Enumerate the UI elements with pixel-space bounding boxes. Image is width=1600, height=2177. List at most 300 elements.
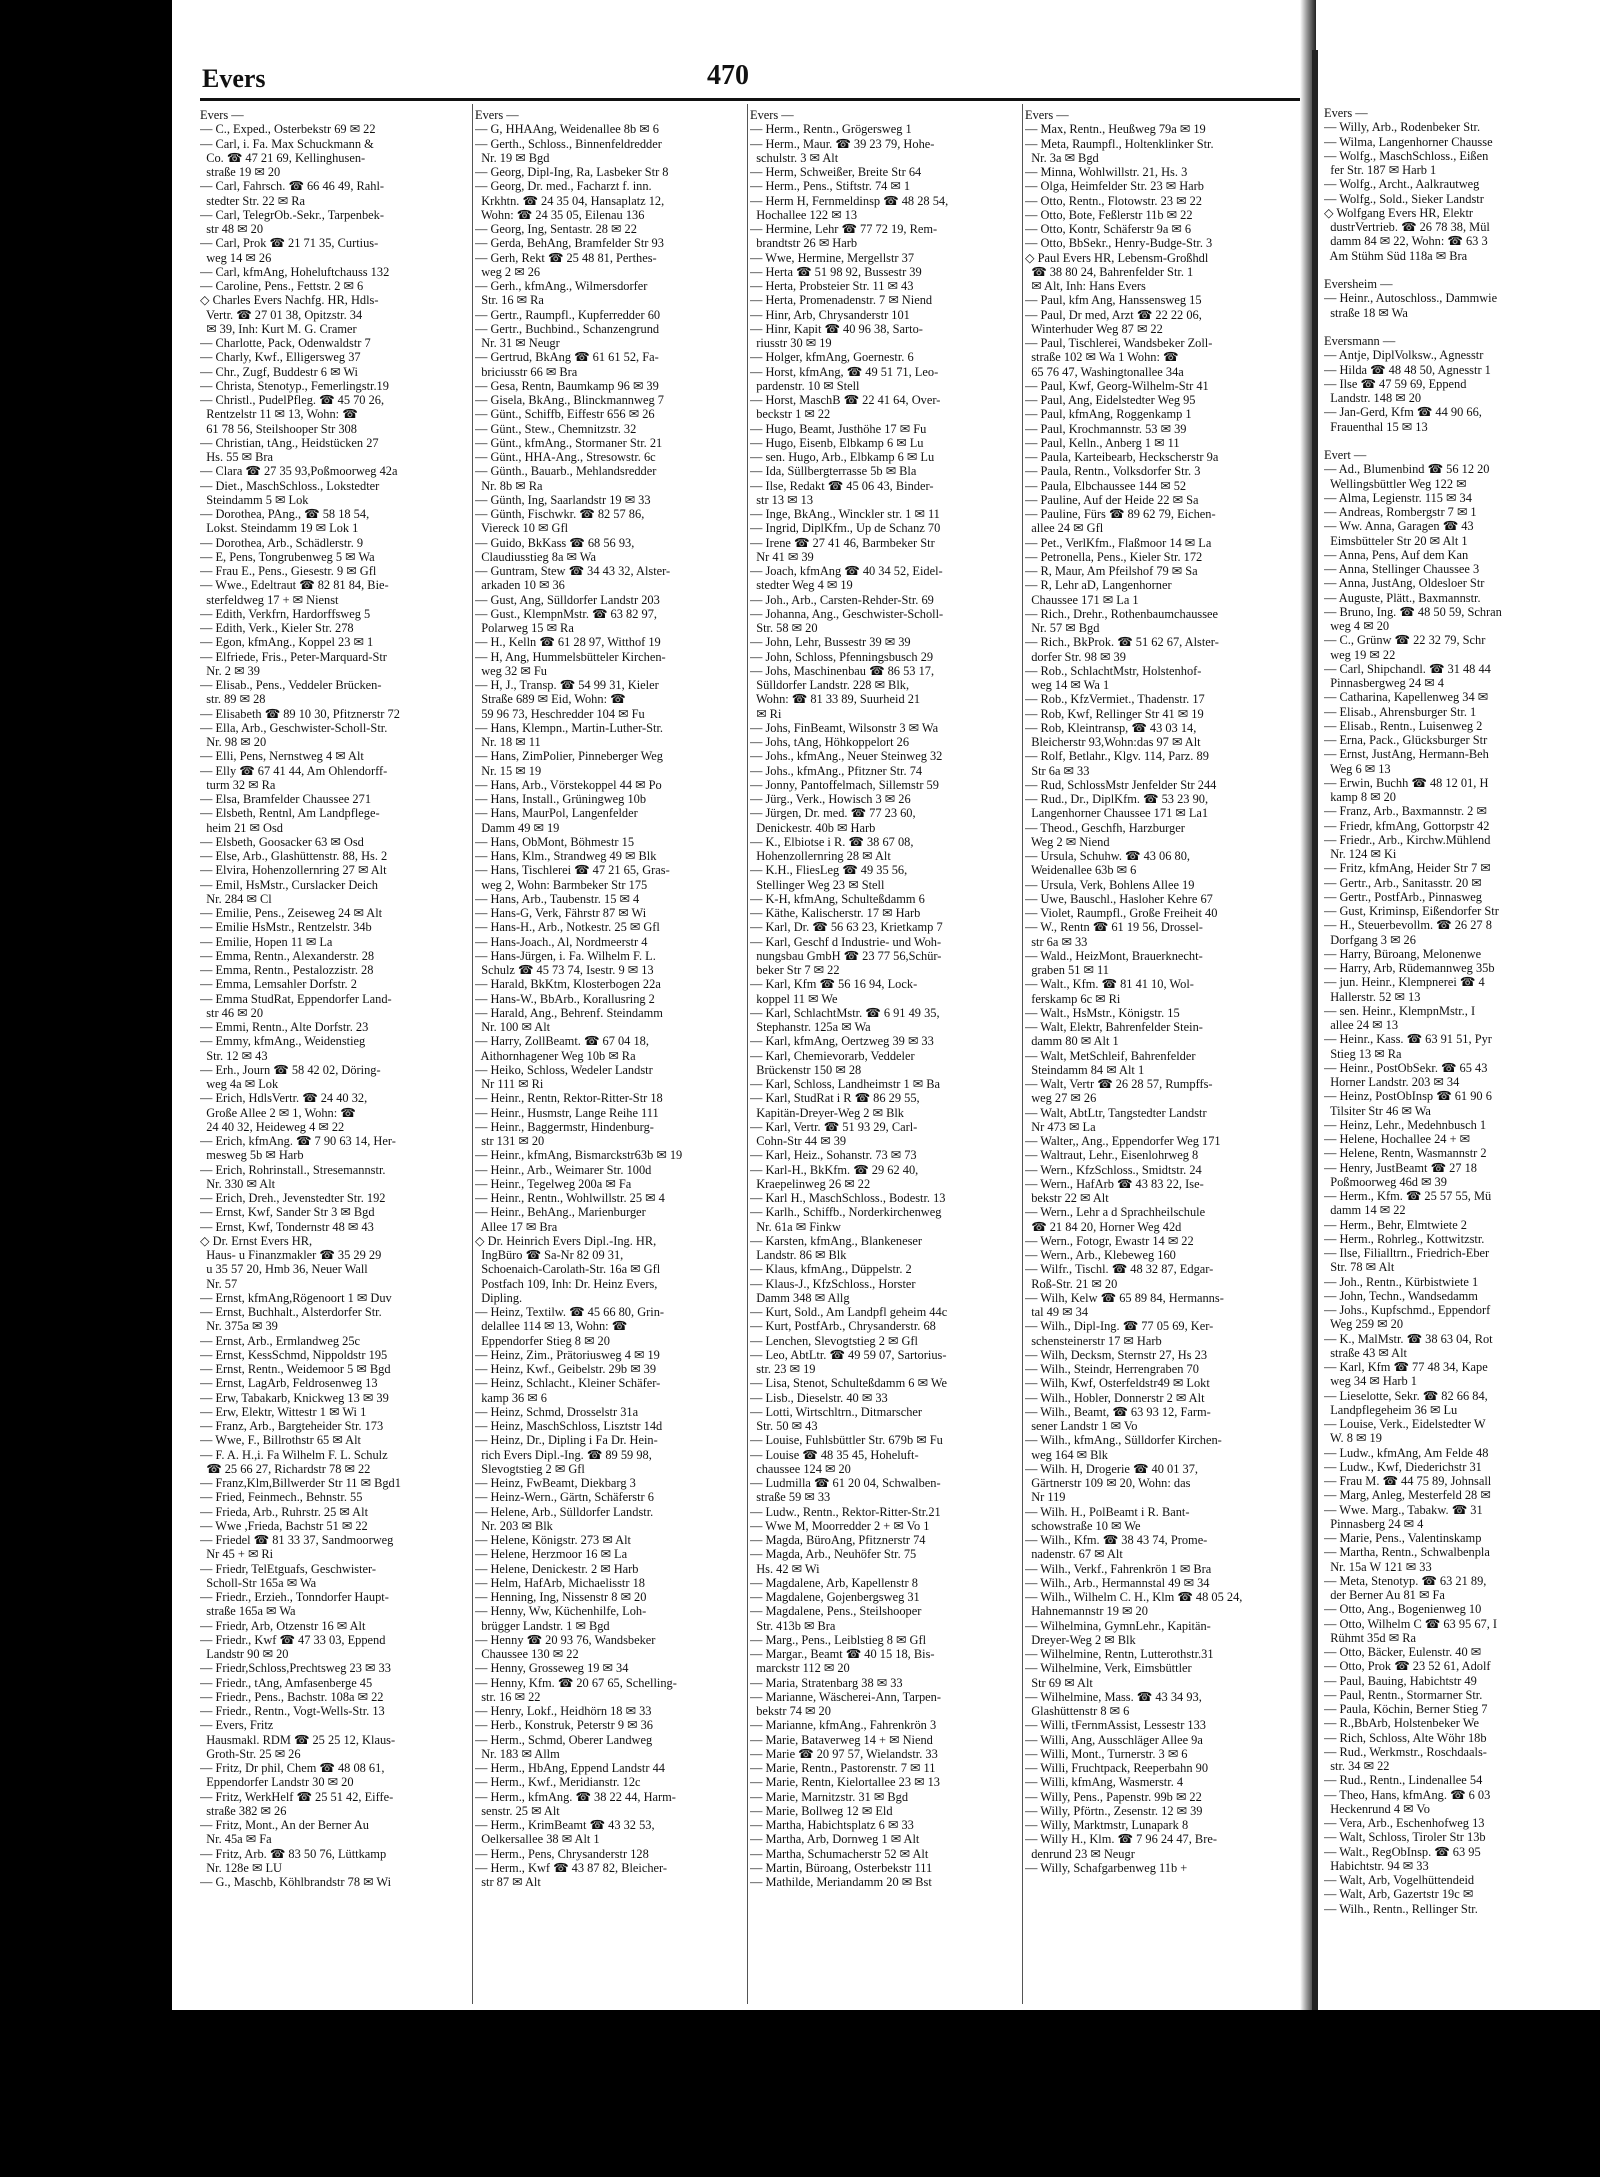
listing-line: — Martha, Rentn., Schwalbenpla — [1324, 1545, 1490, 1560]
listing-line: — Lenchen, Slevogtstieg 2 ✉ Gfl — [750, 1333, 918, 1348]
listing-line: — Herm., Pens, Chrysanderstr 128 — [475, 1846, 649, 1861]
listing-line: — Paula, Köchin, Berner Stieg 7 — [1324, 1702, 1488, 1716]
listing-line: — Margar., Beamt ☎ 40 15 18, Bis- — [750, 1647, 935, 1661]
listing-line: — Carl, TelegrOb.-Sekr., Tarpenbek- — [200, 207, 384, 222]
listing-line: — Rob., SchlachtMstr, Holstenhof- — [1025, 663, 1202, 678]
listing-line: Kapitän-Dreyer-Weg 2 ✉ Blk — [750, 1105, 904, 1120]
listing-line: Nr. 31 ✉ Neugr — [475, 336, 560, 350]
listing-line: marckstr 112 ✉ 20 — [750, 1661, 850, 1676]
listing-line: Wohn: ☎ 81 33 89, Suurheid 21 — [750, 692, 921, 707]
listing-line: — Friedr., Arb., Kirchw.Mühlend — [1324, 832, 1491, 847]
listing-line: — Ludmilla ☎ 61 20 04, Schwalben- — [750, 1476, 941, 1490]
listing-line: Wohn: ☎ 24 35 05, Eilenau 136 — [475, 207, 645, 222]
listing-line: — Meta, Stenotyp. ☎ 63 21 89, — [1324, 1573, 1487, 1588]
listing-line: — Hugo, Beamt, Justhöhe 17 ✉ Fu — [750, 421, 927, 436]
listing-line: — Hans-H., Arb., Notkestr. 25 ✉ Gfl — [475, 920, 660, 935]
listing-line: — Henry, JustBeamt ☎ 27 18 — [1324, 1160, 1477, 1175]
listing-line: — Wilhelmine, Rentn, Lutterothstr.31 — [1025, 1647, 1214, 1661]
listing-line: ◇ Paul Evers HR, Lebensm-Großhdl — [1025, 250, 1209, 265]
listing-line: — Wilh., kfmAng., Sülldorfer Kirchen- — [1025, 1433, 1222, 1448]
listing-line: — Harry, ZollBeamt. ☎ 67 04 18, — [475, 1034, 649, 1049]
listing-line: der Berner Au 81 ✉ Fa — [1324, 1588, 1445, 1602]
listing-line: str 13 ✉ 13 — [750, 492, 814, 507]
listing-line: — Magda, BüroAng, Pfitznerstr 74 — [750, 1533, 926, 1547]
listing-line: — Elisabeth ☎ 89 10 30, Pfitznerstr 72 — [200, 706, 400, 721]
listing-line: — Heinz, PostObInsp ☎ 61 90 6 — [1324, 1089, 1492, 1104]
listing-line: — Karl, Vertr. ☎ 51 93 29, Carl- — [750, 1119, 918, 1134]
listing-line: — Wilh., Arb., Hermannstal 49 ✉ 34 — [1025, 1575, 1210, 1590]
listing-line: — Walt, Arb, Gazertstr 19c ✉ — [1324, 1887, 1474, 1902]
listing-line: — E, Pens, Tongrubenweg 5 ✉ Wa — [200, 549, 375, 564]
listing-line: — Friedr., Rentn., Vogt-Wells-Str. 13 — [200, 1704, 385, 1718]
listing-line: Nr. 45a ✉ Fa — [200, 1832, 272, 1847]
listing-line: senstr. 25 ✉ Alt — [475, 1803, 560, 1818]
listing-line: Damm 49 ✉ 19 — [475, 820, 560, 835]
listing-line: str. 89 ✉ 28 — [200, 692, 266, 707]
listing-line: — Gerh, Rekt ☎ 25 48 81, Perthes- — [475, 250, 657, 265]
listing-line: ☎ 21 84 20, Horner Weg 42d — [1025, 1219, 1182, 1234]
listing-line: — Herm., Behr, Elmtwiete 2 — [1324, 1217, 1467, 1232]
listing-line: — Marg., Pens., Leiblstieg 8 ✉ Gfl — [750, 1632, 927, 1647]
listing-line: Am Stühm Süd 118a ✉ Bra — [1324, 248, 1468, 263]
listing-line: — Uwe, Bauschl., Hasloher Kehre 67 — [1025, 891, 1213, 906]
listing-line: — Ursula, Verk, Bohlens Allee 19 — [1025, 877, 1195, 892]
listing-line: Hohenzollernring 28 ✉ Alt — [750, 849, 891, 863]
listing-line: Stieg 13 ✉ Ra — [1324, 1046, 1402, 1061]
listing-line: weg 19 ✉ 22 — [1324, 647, 1396, 662]
listing-line: — Erw, Elektr, Wittestr 1 ✉ Wi 1 — [200, 1404, 367, 1419]
listing-line: — Magdalene, Gojenbergsweg 31 — [750, 1590, 920, 1604]
listing-line: — Herb., Konstruk, Peterstr 9 ✉ 36 — [475, 1718, 653, 1733]
listing-line: Landstr. 86 ✉ Blk — [750, 1248, 847, 1262]
listing-line: — Günth, Ing, Saarlandstr 19 ✉ 33 — [475, 492, 651, 507]
listing-line: — Heinz-Wern., Gärtn, Schäferstr 6 — [475, 1490, 654, 1505]
listing-line: — Andreas, Rombergstr 7 ✉ 1 — [1324, 505, 1477, 519]
listing-line: Nr. 3a ✉ Bgd — [1025, 150, 1099, 165]
listing-line: str 131 ✉ 20 — [475, 1134, 545, 1148]
listing-line: — Wolfg., Archt., Aalkrautweg — [1324, 177, 1480, 192]
listing-line: — Willi, tFernmAssist, Lessestr 133 — [1025, 1718, 1207, 1733]
listing-line: — Hans, ObMont, Böhmestr 15 — [475, 834, 635, 849]
listing-line: — Hinr, Arb, Chrysanderstr 101 — [750, 307, 910, 322]
listing-line: — H, J., Transp. ☎ 54 99 31, Kieler — [475, 678, 659, 692]
listing-line: — Wilh, Kwf, Osterfeldstr49 ✉ Lokt — [1025, 1376, 1210, 1391]
listing-line: — Dorothea, Arb., Schädlerstr. 9 — [200, 535, 364, 550]
listing-line: — Elisab., Rentn., Luisenweg 2 — [1324, 718, 1483, 733]
listing-line: Pinnasbergweg 24 ✉ 4 — [1324, 676, 1444, 690]
listing-line: — Wwe ,Frieda, Bachstr 51 ✉ 22 — [200, 1518, 368, 1533]
listing-line: — Rud., Werkmstr., Roschdaals- — [1324, 1744, 1487, 1759]
listing-line: — Elisab., Ahrensburger Str. 1 — [1324, 704, 1477, 719]
listing-line: — Heinr., Autoschloss., Dammwie — [1324, 291, 1498, 306]
listing-line: Eppendorfer Stieg 8 ✉ 20 — [475, 1333, 610, 1348]
listing-line: — Gust., KlempnMstr. ☎ 63 82 97, — [475, 606, 658, 621]
listing-line: Evers — — [1324, 106, 1368, 120]
listing-line: — Ludw., kfmAng, Am Felde 48 — [1324, 1445, 1489, 1460]
listing-line: — Herm., KrimBeamt ☎ 43 32 53, — [475, 1818, 655, 1832]
listing-line: — Hans, Arb., Taubenstr. 15 ✉ 4 — [475, 891, 640, 906]
listing-line: Landstr 90 ✉ 20 — [200, 1647, 289, 1661]
listing-line: Große Allee 2 ✉ 1, Wohn: ☎ — [200, 1105, 356, 1120]
listing-line: — Lisa, Stenot, Schulteßdamm 6 ✉ We — [750, 1376, 948, 1391]
listing-line: — Willy, Pförtn., Zesenstr. 12 ✉ 39 — [1025, 1803, 1203, 1818]
listing-line: Str. 413b ✉ Bra — [750, 1618, 836, 1633]
listing-line: stedter Str. 22 ✉ Ra — [200, 193, 306, 208]
listing-line: — Karl, Dr. ☎ 56 63 23, Krietkamp 7 — [750, 920, 943, 935]
facing-page-column — [1324, 106, 1600, 2006]
listing-line: straße 18 ✉ Wa — [1324, 305, 1408, 320]
listing-line: — Hugo, Eisenb, Elbkamp 6 ✉ Lu — [750, 435, 924, 450]
listing-line: — Fritz, WerkHelf ☎ 25 51 42, Eiffe- — [200, 1789, 394, 1804]
listing-line: — R, Lehr aD, Langenhorner — [1025, 578, 1172, 593]
listing-line: — Emma, Rentn., Alexanderstr. 28 — [200, 948, 375, 963]
listing-line: — Johs, FinBeamt, Wilsonstr 3 ✉ Wa — [750, 720, 939, 735]
listing-line: 59 96 73, Heschredder 104 ✉ Fu — [475, 706, 645, 721]
listing-line: — Willi, kfmAng, Wasmerstr. 4 — [1025, 1775, 1184, 1790]
listing-line: — Herta, Promenadenstr. 7 ✉ Niend — [750, 293, 933, 308]
listing-line: — Carl, kfmAng, Hoheluftchauss 132 — [200, 264, 390, 279]
listing-line: — Pet., VerlKfm., Flaßmoor 14 ✉ La — [1025, 535, 1212, 550]
listing-line: — Hinr, Kapit ☎ 40 96 38, Sarto- — [750, 321, 923, 336]
listing-line: — Paul, Kwf, Georg-Wilhelm-Str 41 — [1025, 378, 1209, 393]
listing-line: — Chr., Zugf, Buddestr 6 ✉ Wi — [200, 364, 358, 379]
listing-line: Str. 12 ✉ 43 — [200, 1048, 268, 1063]
listing-line: — Elsa, Bramfelder Chaussee 271 — [200, 792, 372, 806]
listing-line: — Willy, Arb., Rodenbeker Str. — [1324, 120, 1481, 135]
listing-line: Roß-Str. 21 ✉ 20 — [1025, 1276, 1118, 1291]
listing-line: — Friedr,Schloss,Prechtsweg 23 ✉ 33 — [200, 1661, 391, 1676]
listing-line: — Hans-G, Verk, Fährstr 87 ✉ Wi — [475, 906, 647, 920]
listing-line: — Emma, Lemsahler Dorfstr. 2 — [200, 977, 357, 992]
listing-line: — Wilh., Verkf., Fahrenkrön 1 ✉ Bra — [1025, 1561, 1212, 1576]
listing-line: — Hans, ZimPolier, Pinneberger Weg — [475, 749, 664, 764]
listing-line: — Willy, Pens., Papenstr. 99b ✉ 22 — [1025, 1789, 1202, 1804]
listing-line: — Elli, Pens, Nernstweg 4 ✉ Alt — [200, 749, 364, 764]
listing-line: — Pauline, Auf der Heide 22 ✉ Sa — [1025, 492, 1199, 507]
listing-line: beckstr 1 ✉ 22 — [750, 407, 831, 422]
listing-line: — Wern., Fotogr, Ewastr 14 ✉ 22 — [1025, 1233, 1194, 1248]
listing-line: — Ernst, Arb., Ermlandweg 25c — [200, 1333, 361, 1348]
listing-line: — Marie, Bollweg 12 ✉ Eld — [750, 1803, 893, 1818]
listing-line: — Erich, HdlsVertr. ☎ 24 40 32, — [200, 1091, 368, 1106]
listing-line: Groth-Str. 25 ✉ 26 — [200, 1746, 301, 1761]
listing-line: — Louise, Fuhlsbüttler Str. 679b ✉ Fu — [750, 1433, 943, 1448]
listing-line: Nr. 124 ✉ Ki — [1324, 847, 1397, 861]
listing-line: — Wilhelmine, Verk, Eimsbüttler — [1025, 1661, 1192, 1676]
listing-line: — Max, Rentn., Heußweg 79a ✉ 19 — [1025, 122, 1206, 137]
listing-line: — Antje, DiplVolksw., Agnesstr — [1324, 348, 1484, 363]
listing-line: Str. 58 ✉ 20 — [750, 621, 818, 635]
listing-line: — Walt., Kfm. ☎ 81 41 10, Wol- — [1025, 977, 1194, 992]
listing-line: damm 80 ✉ Alt 1 — [1025, 1034, 1119, 1049]
listing-line: — Wolfg., MaschSchloss., Eißen — [1324, 148, 1489, 163]
listing-line: — Johs, Maschinenbau ☎ 86 53 17, — [750, 663, 935, 678]
listing-line: Eimsbütteler Str 20 ✉ Alt 1 — [1324, 533, 1468, 548]
listing-line: str 48 ✉ 20 — [200, 222, 264, 236]
listing-line: — Heiko, Schloss, Wedeler Landstr — [475, 1062, 653, 1077]
listing-line: Str. 16 ✉ Ra — [475, 293, 544, 308]
listing-line: — Gertr., Raumpfl., Kupferredder 60 — [475, 307, 661, 322]
listing-line: — Otto, Kontr, Schäferstr 9a ✉ 6 — [1025, 222, 1192, 236]
listing-line: — Herta ☎ 51 98 92, Bussestr 39 — [750, 264, 922, 279]
listing-line: — Otto, Bäcker, Eulenstr. 40 ✉ — [1324, 1645, 1482, 1659]
listing-line: — Emmy, kfmAng., Weidenstieg — [200, 1034, 366, 1049]
listing-line: — Helene, Rentn, Wasmannstr 2 — [1324, 1146, 1487, 1161]
listing-line: — Gust, Kriminsp, Eißendorfer Str — [1324, 904, 1499, 918]
listing-line: heim 21 ✉ Osd — [200, 820, 284, 835]
header-rule — [200, 98, 1312, 101]
listing-line: — Ilse ☎ 47 59 69, Eppend — [1324, 376, 1467, 391]
listing-line: bekstr 74 ✉ 20 — [750, 1704, 831, 1718]
listing-line: — Helene, Hochallee 24 + ✉ — [1324, 1132, 1471, 1146]
listing-line: — Holger, kfmAng, Goernestr. 6 — [750, 350, 914, 365]
listing-line: — Walter,, Ang., Eppendorfer Weg 171 — [1025, 1134, 1221, 1148]
listing-line: ◇ Wolfgang Evers HR, Elektr — [1324, 205, 1474, 220]
listing-line: Hahnemannstr 19 ✉ 20 — [1025, 1604, 1148, 1619]
listing-line: ◇ Charles Evers Nachfg. HR, Hdls- — [200, 293, 379, 308]
listing-line: — Emma StudRat, Eppendorfer Land- — [200, 991, 392, 1006]
listing-line: ✉ 39, Inh: Kurt M. G. Cramer — [200, 321, 357, 336]
listing-line: — Elly ☎ 67 41 44, Am Ohlendorff- — [200, 763, 388, 778]
listing-line: — C., Grünw ☎ 22 32 79, Schr — [1324, 633, 1486, 648]
listing-line: — Willi, Mont., Turnerstr. 3 ✉ 6 — [1025, 1746, 1188, 1761]
listing-line: — Inge, BkAng., Winckler str. 1 ✉ 11 — [750, 507, 940, 521]
listing-line: straße 382 ✉ 26 — [200, 1803, 287, 1818]
listing-line: — Ernst, Kwf, Sander Str 3 ✉ Bgd — [200, 1205, 375, 1220]
listing-line: weg 14 ✉ 26 — [200, 250, 272, 265]
listing-line: — Günt., kfmAng., Stormaner Str. 21 — [475, 435, 663, 450]
directory-page — [172, 0, 1312, 2010]
listing-line: — Louise, Verk., Eidelstedter W — [1324, 1417, 1486, 1431]
listing-line: Winterhuder Weg 87 ✉ 22 — [1025, 321, 1163, 336]
listing-line: Str 6a ✉ 33 — [1025, 763, 1090, 778]
listing-line: — Georg, Dipl-Ing, Ra, Lasbeker Str 8 — [475, 165, 669, 179]
listing-line: — Friedr., Kwf ☎ 47 33 03, Eppend — [200, 1632, 386, 1647]
listing-line: — Ernst, LagArb, Feldrosenweg 13 — [200, 1376, 378, 1391]
listing-line: — Otto, Rentn., Flotowstr. 23 ✉ 22 — [1025, 193, 1202, 208]
listing-line: — Ilse, Redakt ☎ 45 06 43, Binder- — [750, 478, 934, 493]
listing-line: — Harry, Arb, Rüdemannweg 35b — [1324, 961, 1495, 975]
listing-line: — Otto, Bote, Feßlerstr 11b ✉ 22 — [1025, 207, 1193, 222]
listing-line: Hs. 55 ✉ Bra — [200, 450, 274, 464]
listing-line: — Violet, Raumpfl., Große Freiheit 40 — [1025, 906, 1218, 920]
listing-line: weg 4a ✉ Lok — [200, 1077, 279, 1091]
listing-line: Weg 2 ✉ Niend — [1025, 834, 1110, 849]
listing-line: — Wilh., Kfm. ☎ 38 43 74, Prome- — [1025, 1533, 1208, 1547]
listing-line: Habichtstr. 94 ✉ 33 — [1324, 1858, 1429, 1873]
listing-line: Eversheim — — [1324, 277, 1393, 291]
listing-line: Nr 45 + ✉ Ri — [200, 1547, 274, 1562]
listing-line: Slevogtstieg 2 ✉ Gfl — [475, 1461, 585, 1476]
listing-line: — Rich., BkProk. ☎ 51 62 67, Alster- — [1025, 635, 1219, 650]
listing-line: — Ernst, kfmAng,Rögenoort 1 ✉ Duv — [200, 1290, 392, 1305]
listing-line: — Walt, Elektr, Bahrenfelder Stein- — [1025, 1020, 1203, 1034]
listing-line: — Erwin, Buchh ☎ 48 12 01, H — [1324, 775, 1489, 790]
listing-line: — Karl, Schloss, Landheimstr 1 ✉ Ba — [750, 1077, 941, 1091]
listing-line: — Marianne, Wäscherei-Ann, Tarpen- — [750, 1689, 941, 1704]
listing-line: — John, Techn., Wandsedamm — [1324, 1288, 1478, 1303]
listing-line: — Friedr., Erzieh., Tonndorfer Haupt- — [200, 1590, 389, 1604]
listing-line: — Rob, Kwf, Rellinger Str 41 ✉ 19 — [1025, 706, 1204, 721]
listing-line: — Walt., HsMstr., Königstr. 15 — [1025, 1005, 1180, 1020]
listing-line: Haus- u Finanzmakler ☎ 35 29 29 — [200, 1248, 382, 1262]
listing-line: Gärtnerstr 109 ✉ 20, Wohn: das — [1025, 1476, 1191, 1490]
listing-line: — Ernst, KessSchmd, Nippoldstr 195 — [200, 1347, 388, 1362]
listing-line: Schulz ☎ 45 73 74, Isestr. 9 ✉ 13 — [475, 963, 654, 977]
listing-line: — Joh., Arb., Carsten-Rehder-Str. 69 — [750, 592, 934, 607]
listing-line: Str. 50 ✉ 43 — [750, 1419, 818, 1433]
listing-line: Str 69 ✉ Alt — [1025, 1675, 1093, 1690]
listing-line: — Wald., HeizMont, Brauerknecht- — [1025, 948, 1203, 963]
listing-line — [1324, 320, 1600, 334]
listing-line: — Herm., Pens., Stiftstr. 74 ✉ 1 — [750, 179, 911, 194]
listing-line: Wellingsbüttler Weg 122 ✉ — [1324, 476, 1467, 491]
listing-line: — Ingrid, DiplKfm., Up de Schanz 70 — [750, 521, 941, 536]
listing-line: — Else, Arb., Glashüttenstr. 88, Hs. 2 — [200, 849, 388, 863]
listing-line: weg 2 ✉ 26 — [475, 264, 541, 279]
listing-line: — Carl, Prok ☎ 21 71 35, Curtius- — [200, 236, 379, 251]
listing-line: — Theod., Geschfh, Harzburger — [1025, 820, 1185, 835]
listing-line: tal 49 ✉ 34 — [1025, 1305, 1089, 1319]
listing-line: — Christian, tAng., Heidstücken 27 — [200, 435, 379, 450]
listing-line: — Wilh. H., PolBeamt i R. Bant- — [1025, 1504, 1190, 1519]
listing-line: — Wern., KfzSchloss., Smidtstr. 24 — [1025, 1162, 1202, 1177]
listing-line: — Vera, Arb., Eschenhofweg 13 — [1324, 1816, 1485, 1830]
listing-line: Nr 111 ✉ Ri — [475, 1077, 544, 1091]
listing-line: — Otto, Ang., Bogenienweg 10 — [1324, 1602, 1482, 1617]
listing-line: — R, Maur, Am Pfeilshof 79 ✉ Sa — [1025, 564, 1198, 578]
listing-line: — Guntram, Stew ☎ 34 43 32, Alster- — [475, 564, 671, 578]
listing-line: allee 24 ✉ Gfl — [1025, 521, 1104, 536]
listing-line: — Rud., Rentn., Lindenallee 54 — [1324, 1773, 1483, 1788]
listing-line: — Christl., PudelPfleg. ☎ 45 70 26, — [200, 393, 385, 407]
listing-line: Nr 473 ✉ La — [1025, 1119, 1096, 1134]
listing-line: — Meta, Raumpfl., Holtenklinker Str. — [1025, 136, 1214, 151]
listing-line: — Heinr., Baggermstr, Hindenburg- — [475, 1119, 654, 1134]
listing-line: Postfach 109, Inh: Dr. Heinz Evers, — [475, 1276, 658, 1291]
listing-line: — Heinr., Rentn, Rektor-Ritter-Str 18 — [475, 1091, 663, 1106]
listing-line: — Paul, Ang, Eidelstedter Weg 95 — [1025, 393, 1196, 407]
listing-line: ◇ Dr. Ernst Evers HR, — [200, 1233, 313, 1248]
listing-line: — Rud., Dr., DiplKfm. ☎ 53 23 90, — [1025, 792, 1209, 806]
listing-line: — Herta, Probsteier Str. 11 ✉ 43 — [750, 279, 914, 293]
listing-line: — Herm., HbAng, Eppend Landstr 44 — [475, 1761, 665, 1775]
listing-line: — Lieselotte, Sekr. ☎ 82 66 84, — [1324, 1388, 1488, 1403]
listing-line: — Günt., Schiffb, Eiffestr 656 ✉ 26 — [475, 407, 655, 422]
listing-line: damm 14 ✉ 22 — [1324, 1203, 1406, 1218]
listing-line: sterfeldweg 17 + ✉ Nienst — [200, 592, 339, 607]
listing-line: — Carl, Shipchandl. ☎ 31 48 44 — [1324, 661, 1491, 676]
listing-line: — Johs., kfmAng., Neuer Steinweg 32 — [750, 749, 943, 764]
listing-line: stedter Weg 4 ✉ 19 — [750, 578, 853, 593]
listing-line: — Alma, Legienstr. 115 ✉ 34 — [1324, 490, 1472, 505]
listing-line: ☎ 25 66 27, Richardstr 78 ✉ 22 — [200, 1461, 371, 1476]
listing-line: — Friedr, Arb, Otzenstr 16 ✉ Alt — [200, 1618, 366, 1633]
listing-line: — Heinz, Textilw. ☎ 45 66 80, Grin- — [475, 1305, 665, 1319]
listing-line: — Theo, Hans, kfmAng. ☎ 6 03 — [1324, 1787, 1491, 1802]
listing-line: — Karl, Geschf d Industrie- und Woh- — [750, 934, 942, 949]
listing-line: Nr. 15 ✉ 19 — [475, 763, 542, 778]
listing-line: — Willy, Schafgarbenweg 11b + — [1025, 1860, 1188, 1875]
listing-line: — Hans, MaurPol, Langenfelder — [475, 806, 638, 821]
listing-line: — Hans, Arb., Vörstekoppel 44 ✉ Po — [475, 777, 662, 792]
listing-line: — Gerh., kfmAng., Wilmersdorfer — [475, 279, 648, 293]
listing-line: — Johanna, Ang., Geschwister-Scholl- — [750, 606, 944, 621]
listing-line: — Guido, BkKass ☎ 68 56 93, — [475, 535, 635, 550]
listing-line: — Bruno, Ing. ☎ 48 50 59, Schran — [1324, 604, 1502, 619]
scan-bottom-margin — [0, 2010, 1600, 2177]
listing-line: — Gust, Ang, Sülldorfer Landstr 203 — [475, 592, 660, 607]
listing-line: — Elsbeth, Goosacker 63 ✉ Osd — [200, 834, 364, 849]
listing-line: — Hans-Joach., Al, Nordmeerstr 4 — [475, 934, 648, 949]
listing-line: Claudiusstieg 8a ✉ Wa — [475, 549, 597, 564]
listing-line: — Fritz, kfmAng, Heider Str 7 ✉ — [1324, 861, 1491, 876]
listing-line: — Clara ☎ 27 35 93,Poßmoorweg 42a — [200, 464, 398, 479]
listing-line: Co. ☎ 47 21 69, Kellinghusen- — [200, 150, 366, 165]
listing-line: — Karlh., Schiffb., Norderkirchenweg — [750, 1205, 942, 1220]
listing-line: ✉ Ri — [750, 706, 782, 721]
listing-line: Dorfgang 3 ✉ 26 — [1324, 932, 1416, 947]
listing-line: turm 32 ✉ Ra — [200, 777, 276, 792]
listing-line: weg 14 ✉ Wa 1 — [1025, 678, 1110, 692]
listing-line: — Friedr, TelEtguafs, Geschwister- — [200, 1561, 377, 1576]
listing-line: — Karl H., MaschSchloss., Bodestr. 13 — [750, 1191, 946, 1205]
listing-line: — Harald, BkKtm, Klosterbogen 22a — [475, 977, 661, 992]
listing-line: — Heinz, Lehr., Medehnbusch 1 — [1324, 1117, 1487, 1132]
listing-line: — Karl, Chemievorarb, Veddeler — [750, 1048, 915, 1063]
listing-line: straße 19 ✉ 20 — [200, 165, 281, 179]
listing-line: — Marie, Bataverweg 14 + ✉ Niend — [750, 1732, 933, 1747]
listing-line: — Pauline, Fürs ☎ 89 62 79, Eichen- — [1025, 507, 1216, 521]
listing-line: — Willy H., Klm. ☎ 7 96 24 47, Bre- — [1025, 1832, 1217, 1847]
listing-line: weg 164 ✉ Blk — [1025, 1447, 1109, 1462]
listing-line: Bleicherstr 93,Wohn:das 97 ✉ Alt — [1025, 735, 1201, 749]
scan-left-margin — [0, 0, 172, 2177]
listing-line: bekstr 22 ✉ Alt — [1025, 1191, 1109, 1205]
listing-line: — Hans, Tischlerei ☎ 47 21 65, Gras- — [475, 863, 670, 878]
listing-line: Nr. 330 ✉ Alt — [200, 1176, 276, 1191]
listing-line: — Jürgen, Dr. med. ☎ 77 23 60, — [750, 806, 916, 821]
listing-line: — Harald, Ang., Behrenf. Steindamm — [475, 1005, 663, 1020]
listing-line: — H., Kelln ☎ 61 28 97, Witthof 19 — [475, 635, 661, 650]
listing-line: Tilsiter Str 46 ✉ Wa — [1324, 1103, 1431, 1118]
listing-line: — Ernst, Buchhalt., Alsterdorfer Str. — [200, 1305, 382, 1319]
listing-line: damm 84 ✉ 22, Wohn: ☎ 63 3 — [1324, 234, 1488, 249]
listing-line: — Elsbeth, Rentnl, Am Landpflege- — [200, 806, 380, 821]
listing-line: weg 4 ✉ 20 — [1324, 619, 1390, 633]
column-divider — [472, 104, 473, 2004]
listing-line: — Rob., KfzVermiet., Thadenstr. 17 — [1025, 692, 1205, 707]
listing-line — [1324, 434, 1600, 448]
listing-line: — Henny, Grosseweg 19 ✉ 34 — [475, 1661, 629, 1676]
listing-column-4 — [1025, 108, 1295, 2008]
listing-line: — Günt., Stew., Chemnitzstr. 32 — [475, 421, 637, 436]
listing-line: Nr 41 ✉ 39 — [750, 549, 814, 564]
listing-line: — Gisela, BkAng., Blinckmannweg 7 — [475, 393, 664, 407]
listing-line: ☎ 38 80 24, Bahrenfelder Str. 1 — [1025, 264, 1194, 279]
listing-line: — Franz,Klm,Billwerder Str 11 ✉ Bgd1 — [200, 1476, 401, 1490]
listing-line: — Erich, Rohrinstall., Stresemannstr. — [200, 1162, 386, 1177]
listing-line: — Wilh., Wilhelm C. H., Klm ☎ 48 05 24, — [1025, 1590, 1243, 1604]
listing-line: — Karl, Kfm ☎ 77 48 34, Kape — [1324, 1360, 1488, 1374]
listing-line: — John, Lehr, Bussestr 39 ✉ 39 — [750, 635, 911, 650]
listing-line: Nr. 375a ✉ 39 — [200, 1319, 278, 1334]
listing-line: — Hans, Install., Grüningweg 10b — [475, 792, 647, 806]
listing-line: — Ernst, Kwf, Tondernstr 48 ✉ 43 — [200, 1219, 374, 1234]
listing-line: — Ernst, JustAng, Hermann-Beh — [1324, 747, 1489, 762]
listing-line: chaussee 124 ✉ 20 — [750, 1461, 851, 1476]
listing-line: Damm 348 ✉ Allg — [750, 1290, 850, 1305]
